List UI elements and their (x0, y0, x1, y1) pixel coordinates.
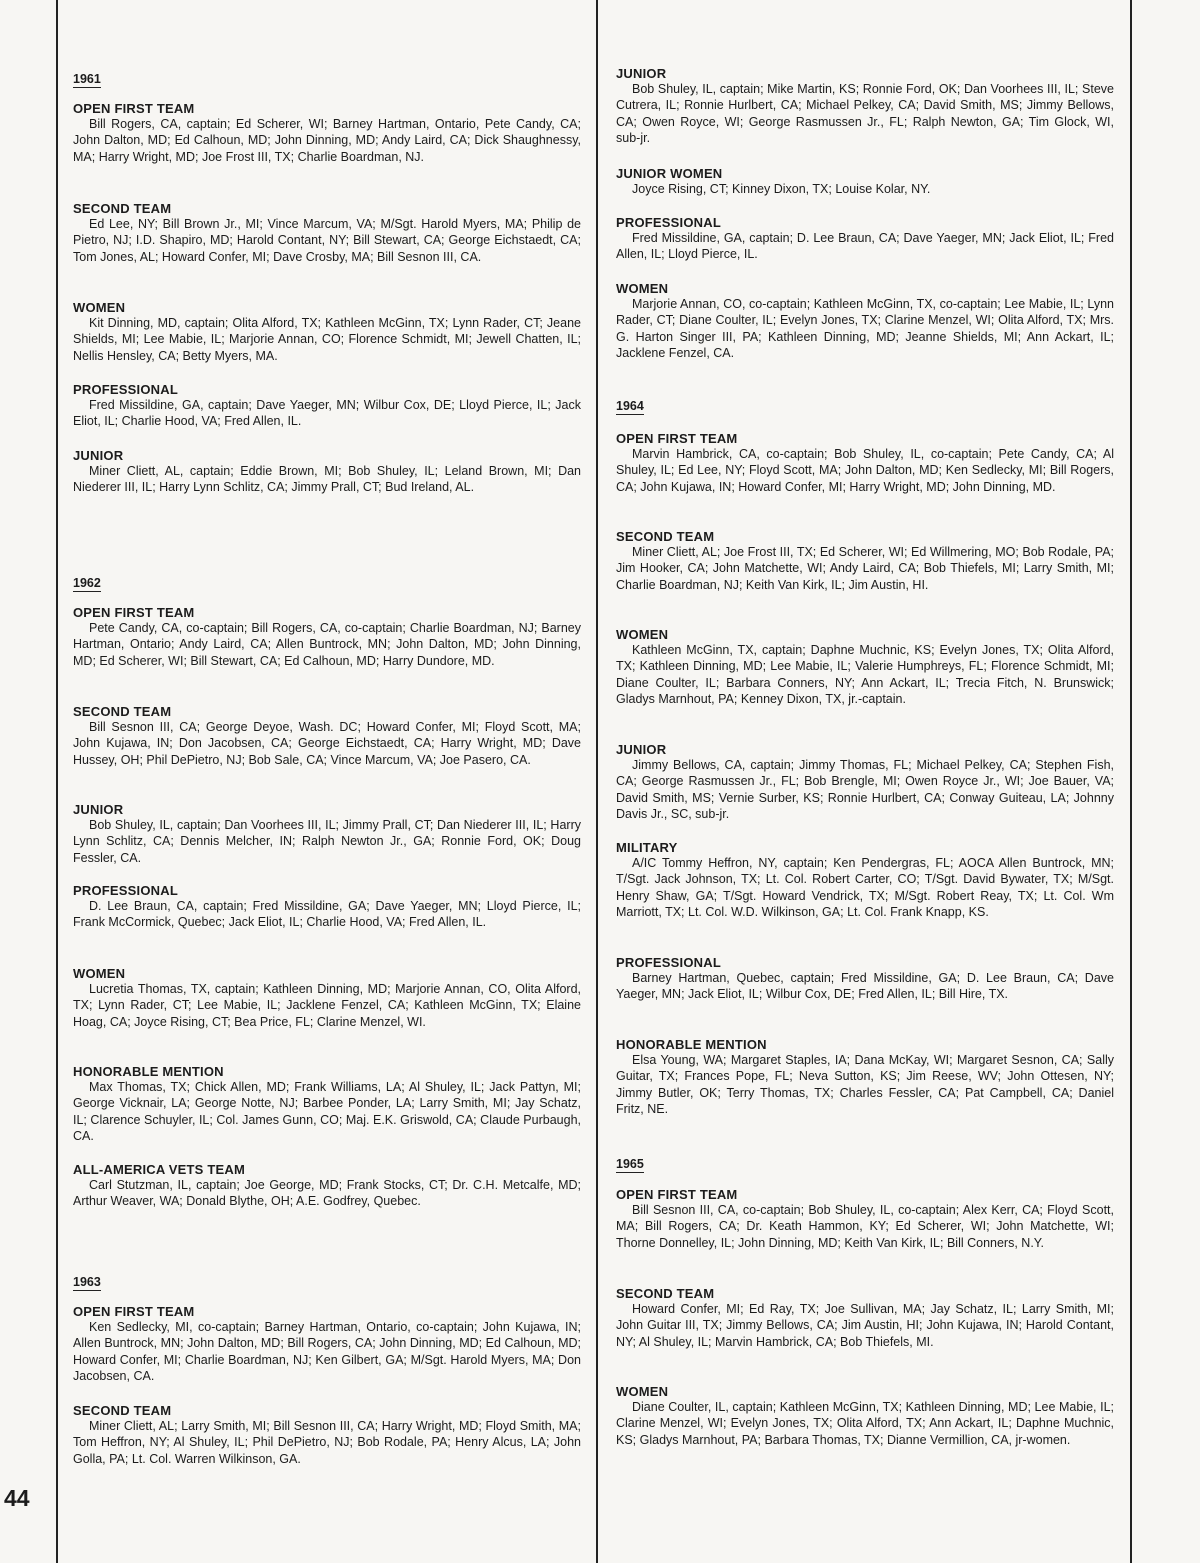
group-members: Bill Rogers, CA, captain; Ed Scherer, WI; Barney Hartman, Ontario, Pete Candy, CA; John Dalton, MD; Ed Calhoun, MD; John Dinning, MD; Andy Laird, CA; Dick Shaughnessy, MA; Harry Wright, MD; Joe Frost III, TX; Charlie Boardman, NJ. (73, 117, 581, 164)
page-number: 44 (4, 1485, 30, 1511)
group-heading: JUNIOR (616, 742, 667, 757)
group-members: Ed Lee, NY; Bill Brown Jr., MI; Vince Marcum, VA; M/Sgt. Harold Myers, MA; Philip de Pietro, NJ; I.D. Shapiro, MD; Harold Contant, NY; Bill Stewart, CA; George Eichstaedt, CA; Tom Jones, AL; Howard Confer, MI; Dave Crosby, MA; Bill Sesnon III, CA. (73, 217, 581, 264)
year-label: 1964 (616, 399, 644, 413)
group-1964-honorable-mention (616, 1037, 1114, 1117)
left-margin-rule (56, 0, 58, 1563)
group-1962-junior (73, 802, 581, 866)
group-members: Bill Sesnon III, CA, co-captain; Bob Shuley, IL, co-captain; Alex Kerr, CA; Floyd Scott, MA; Bill Rogers, CA; Dr. Keath Hammon, KY; Ed Scherer, WI; John Matchette, WI; Thorne Donnelley, IL; John Dinning, MD; Keith Van Kirk, IL; Bill Conners, N.Y. (616, 1203, 1114, 1250)
group-heading: JUNIOR (73, 802, 124, 817)
group-members: Kit Dinning, MD, captain; Olita Alford, TX; Kathleen McGinn, TX; Lynn Rader, CT; Jeane Shields, MI; Lee Mabie, IL; Marjorie Annan, CO; Florence Schmidt, MI; Jewell Chatten, IL; Nellis Hensley, CA; Betty Myers, MA. (73, 316, 581, 363)
group-1961-junior (73, 448, 581, 496)
group-members: Bob Shuley, IL, captain; Mike Martin, KS; Ronnie Ford, OK; Dan Voorhees III, IL; Steve Cutrera, IL; Ronnie Hurlbert, CA; Michael Pelkey, CA; David Smith, MS; Jimmy Bellows, CA; Owen Royce, WI; George Rasmussen Jr., FL; Ralph Newton, GA; Tim Glock, WI, sub-jr. (616, 82, 1114, 145)
group-heading: HONORABLE MENTION (73, 1064, 224, 1079)
group-heading: JUNIOR (73, 448, 124, 463)
group-members: Kathleen McGinn, TX, captain; Daphne Muchnic, KS; Evelyn Jones, TX; Olita Alford, TX; Kathleen Dinning, MD; Lee Mabie, IL; Valerie Humphreys, FL; Florence Schmidt, MI; Diane Coulter, IL; Barbara Conners, NY; Ann Ackart, IL; Trecia Fitch, N. Brunswick; Gladys Marnhout, PA; Kenney Dixon, TX, jr.-captain. (616, 643, 1114, 706)
group-members: Max Thomas, TX; Chick Allen, MD; Frank Williams, LA; Al Shuley, IL; Jack Pattyn, MI; George Vicknair, LA; George Notte, NJ; Barbee Ponder, LA; Larry Smith, MI; Jay Schatz, IL; Clarence Schuyler, IL; Col. James Gunn, CO; Maj. E.K. Griswold, CA; Claude Purbaugh, CA. (73, 1080, 581, 1143)
group-members: Barney Hartman, Quebec, captain; Fred Missildine, GA; D. Lee Braun, CA; Dave Yaeger, MN; Jack Eliot, IL; Wilbur Cox, DE; Fred Allen, IL; Bill Hire, TX. (616, 971, 1114, 1002)
group-heading: WOMEN (616, 627, 669, 642)
group-1963-women (616, 281, 1114, 361)
group-1962-all-america-vets-team (73, 1162, 581, 1210)
group-members: Marvin Hambrick, CA, co-captain; Bob Shuley, IL, co-captain; Pete Candy, CA; Al Shuley, IL; Ed Lee, NY; Floyd Scott, MA; John Dalton, MD; Ken Sedlecky, MI; Bill Rogers, CA; John Kujawa, IN; Howard Confer, MI; Harry Wright, MD; John Dinning, MD. (616, 447, 1114, 494)
group-heading: PROFESSIONAL (73, 382, 178, 397)
group-heading: OPEN FIRST TEAM (73, 605, 195, 620)
group-heading: PROFESSIONAL (73, 883, 178, 898)
year-heading-1961 (73, 70, 581, 88)
group-members: Fred Missildine, GA, captain; D. Lee Braun, CA; Dave Yaeger, MN; Jack Eliot, IL; Fred Allen, IL; Lloyd Pierce, IL. (616, 231, 1114, 262)
group-members: D. Lee Braun, CA, captain; Fred Missildine, GA; Dave Yaeger, MN; Lloyd Pierce, IL; Frank McCormick, Quebec; Jack Eliot, IL; Charlie Hood, VA; Fred Allen, IL. (73, 899, 581, 930)
year-label: 1963 (73, 1275, 101, 1289)
group-1964-junior (616, 742, 1114, 822)
group-members: Lucretia Thomas, TX, captain; Kathleen Dinning, MD; Marjorie Annan, CO, Olita Alford, TX; Lynn Rader, CT; Lee Mabie, IL; Jacklene Fenzel, CA; Kathleen McGinn, TX; Elaine Hoag, CA; Joyce Rising, CT; Bea Price, FL; Clarine Menzel, WI. (73, 982, 581, 1029)
group-heading: ALL-AMERICA VETS TEAM (73, 1162, 245, 1177)
group-1964-women (616, 627, 1114, 707)
group-1961-women (73, 300, 581, 364)
group-1963-junior (616, 66, 1114, 146)
group-members: Marjorie Annan, CO, co-captain; Kathleen McGinn, TX, co-captain; Lee Mabie, IL; Lynn Rader, CT; Diane Coulter, IL; Evelyn Jones, TX; Clarine Menzel, WI; Olita Alford, TX; Mrs. G. Harton Singer III, PA; Kathleen Dinning, MD; Jeanne Shields, MI; Ann Ackart, IL; Jacklene Fenzel, CA. (616, 297, 1114, 360)
group-1962-open-first-team (73, 605, 581, 669)
year-heading-1962 (73, 574, 581, 592)
group-heading: SECOND TEAM (616, 529, 715, 544)
group-members: A/IC Tommy Heffron, NY, captain; Ken Pendergras, FL; AOCA Allen Buntrock, MN; T/Sgt. Jack Johnson, TX; Lt. Col. Robert Carter, CO; T/Sgt. David Bywater, TX; M/Sgt. Henry Shaw, GA; T/Sgt. Howard Vendrick, TX; M/Sgt. Robert Reay, TX; Lt. Col. Wm Marriott, TX; Lt. Col. W.D. Wilkinson, GA; Lt. Col. Frank Knapp, KS. (616, 856, 1114, 919)
group-1962-second-team (73, 704, 581, 768)
group-members: Miner Cliett, AL; Larry Smith, MI; Bill Sesnon III, CA; Harry Wright, MD; Floyd Smith, MA; Tom Heffron, NY; Al Shuley, IL; Phil DePietro, NJ; Bob Rodale, PA; Henry Alcus, LA; John Golla, PA; Lt. Col. Warren Wilkinson, GA. (73, 1419, 581, 1466)
group-heading: JUNIOR WOMEN (616, 166, 723, 181)
year-heading-1963 (73, 1273, 581, 1291)
group-1961-open-first-team (73, 101, 581, 165)
group-members: Howard Confer, MI; Ed Ray, TX; Joe Sullivan, MA; Jay Schatz, IL; Larry Smith, MI; John Guitar III, TX; Jimmy Bellows, CA; Jim Austin, HI; John Kujawa, IN; Harold Contant, NY; Al Shuley, IL; Marvin Hambrick, CA; Bob Thiefels, MI. (616, 1302, 1114, 1349)
group-members: Pete Candy, CA, co-captain; Bill Rogers, CA, co-captain; Charlie Boardman, NJ; Barney Hartman, Ontario; Andy Laird, CA; Allen Buntrock, MN; John Dalton, MD; John Dinning, MD; Ed Scherer, WI; Bill Stewart, CA; Ed Calhoun, MD; Harry Dundore, MD. (73, 621, 581, 668)
group-1964-second-team (616, 529, 1114, 593)
year-label: 1961 (73, 72, 101, 86)
group-members: Bob Shuley, IL, captain; Dan Voorhees III, IL; Jimmy Prall, CT; Dan Niederer III, IL; Harry Lynn Schlitz, CA; Dennis Melcher, IN; Ralph Newton Jr., GA; Ronnie Ford, OK; Doug Fessler, CA. (73, 818, 581, 865)
group-1962-women (73, 966, 581, 1030)
group-members: Diane Coulter, IL, captain; Kathleen McGinn, TX; Kathleen Dinning, MD; Lee Mabie, IL; Clarine Menzel, WI; Evelyn Jones, TX; Olita Alford, TX; Ann Ackart, IL; Daphne Muchnic, KS; Gladys Marnhout, PA; Barbara Thomas, TX; Dianne Vermillion, CA, jr-women. (616, 1400, 1114, 1447)
group-heading: SECOND TEAM (73, 704, 172, 719)
year-label: 1962 (73, 576, 101, 590)
group-heading: JUNIOR (616, 66, 667, 81)
group-heading: HONORABLE MENTION (616, 1037, 767, 1052)
group-1961-professional (73, 382, 581, 430)
group-heading: PROFESSIONAL (616, 955, 721, 970)
right-margin-rule (1130, 0, 1132, 1563)
group-1963-junior-women (616, 166, 1114, 197)
group-members: Miner Cliett, AL; Joe Frost III, TX; Ed Scherer, WI; Ed Willmering, MO; Bob Rodale, PA; Jim Hooker, CA; John Matchette, WI; Andy Laird, CA; Bob Thiefels, MI; Larry Smith, MI; Charlie Boardman, NJ; Keith Van Kirk, IL; Jim Austin, HI. (616, 545, 1114, 592)
group-heading: OPEN FIRST TEAM (73, 1304, 195, 1319)
group-1964-professional (616, 955, 1114, 1003)
group-heading: OPEN FIRST TEAM (616, 431, 738, 446)
year-label: 1965 (616, 1157, 644, 1171)
year-heading-1965 (616, 1155, 1114, 1173)
group-1961-second-team (73, 201, 581, 265)
group-1963-professional (616, 215, 1114, 263)
group-1964-open-first-team (616, 431, 1114, 495)
group-members: Ken Sedlecky, MI, co-captain; Barney Hartman, Ontario, co-captain; John Kujawa, IN; Allen Buntrock, MN; John Dalton, MD; Bill Rogers, CA; John Dinning, MD; Ed Calhoun, MD; Howard Confer, MI; Charlie Boardman, NJ; Ken Gilbert, GA; M/Sgt. Harold Myers, MA; Don Jacobsen, CA. (73, 1320, 581, 1383)
group-heading: WOMEN (73, 966, 126, 981)
group-heading: WOMEN (616, 281, 669, 296)
group-members: Jimmy Bellows, CA, captain; Jimmy Thomas, FL; Michael Pelkey, CA; Stephen Fish, CA; George Rasmussen Jr., FL; Bob Brengle, MI; Owen Royce Jr., WI; Joe Bauer, VA; David Smith, MS; Vernie Surber, KS; Ronnie Hurlbert, CA; Conway Guiteau, LA; Johnny Davis Jr., SC, sub-jr. (616, 758, 1114, 821)
group-heading: WOMEN (616, 1384, 669, 1399)
group-1965-women (616, 1384, 1114, 1448)
group-members: Miner Cliett, AL, captain; Eddie Brown, MI; Bob Shuley, IL; Leland Brown, MI; Dan Niederer III, IL; Harry Lynn Schlitz, CA; Jimmy Prall, CT; Bud Ireland, AL. (73, 464, 581, 495)
group-heading: SECOND TEAM (616, 1286, 715, 1301)
year-heading-1964 (616, 397, 1114, 415)
group-heading: OPEN FIRST TEAM (73, 101, 195, 116)
group-heading: PROFESSIONAL (616, 215, 721, 230)
group-members: Carl Stutzman, IL, captain; Joe George, MD; Frank Stocks, CT; Dr. C.H. Metcalfe, MD; Arthur Weaver, WA; Donald Blythe, OH; A.E. Godfrey, Quebec. (73, 1178, 581, 1209)
group-members: Fred Missildine, GA, captain; Dave Yaeger, MN; Wilbur Cox, DE; Lloyd Pierce, IL; Jack Eliot, IL; Charlie Hood, VA; Fred Allen, IL. (73, 398, 581, 429)
group-1962-honorable-mention (73, 1064, 581, 1144)
group-1962-professional (73, 883, 581, 931)
group-1963-second-team (73, 1403, 581, 1467)
group-heading: SECOND TEAM (73, 201, 172, 216)
group-heading: WOMEN (73, 300, 126, 315)
column-divider-rule (596, 0, 598, 1563)
group-1965-open-first-team (616, 1187, 1114, 1251)
group-members: Joyce Rising, CT; Kinney Dixon, TX; Louise Kolar, NY. (632, 182, 931, 196)
group-heading: SECOND TEAM (73, 1403, 172, 1418)
group-members: Elsa Young, WA; Margaret Staples, IA; Dana McKay, WI; Margaret Sesnon, CA; Sally Guitar, TX; Frances Pope, FL; Neva Sutton, KS; Jim Reese, WV; John Ottesen, NY; Jimmy Butler, OK; Terry Thomas, TX; Charles Fessler, CA; Pat Campbell, CA; Daniel Fritz, NE. (616, 1053, 1114, 1116)
group-heading: OPEN FIRST TEAM (616, 1187, 738, 1202)
group-1964-military (616, 840, 1114, 920)
group-1963-open-first-team (73, 1304, 581, 1384)
group-1965-second-team (616, 1286, 1114, 1350)
group-members: Bill Sesnon III, CA; George Deyoe, Wash. DC; Howard Confer, MI; Floyd Scott, MA; John Kujawa, IN; Don Jacobsen, CA; George Eichstaedt, CA; Harry Wright, MD; Dave Hussey, OH; Phil DePietro, NJ; Bob Sale, CA; Vince Marcum, VA; Joe Pasero, CA. (73, 720, 581, 767)
group-heading: MILITARY (616, 840, 678, 855)
